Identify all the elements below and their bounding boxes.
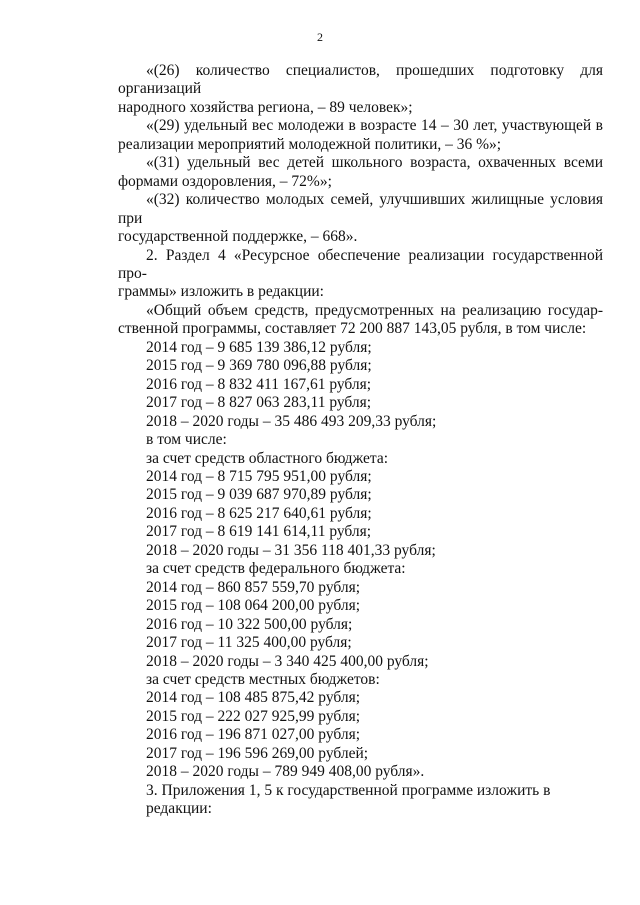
federal-line-2016: 2016 год – 10 322 500,00 рубля; [146, 615, 353, 633]
paragraph-item-32-line2: государственной поддержке, – 668». [118, 228, 358, 246]
local-line-2016: 2016 год – 196 871 027,00 рубля; [146, 726, 361, 744]
paragraph-item-26-line2: народного хозяйства региона, – 89 человек»; [118, 98, 413, 116]
total-line-2014: 2014 год – 9 685 139 386,12 рубля; [146, 338, 372, 356]
local-line-2017: 2017 год – 196 596 269,00 рублей; [146, 744, 369, 762]
paragraph-item-26-line1: «(26) количество специалистов, прошедших подготовку для организаций [118, 62, 603, 98]
paragraph-item-31-line1: «(31) удельный вес детей школьного возраста, охваченных всеми [146, 154, 603, 172]
paragraph-section-2-line2: граммы» изложить в редакции: [118, 283, 324, 301]
total-line-2017: 2017 год – 8 827 063 283,11 рубля; [146, 394, 372, 412]
page-number: 2 [317, 30, 323, 44]
paragraph-item-29-line2: реализации мероприятий молодежной политики, – 36 %»; [118, 135, 502, 153]
paragraph-section-3: 3. Приложения 1, 5 к государственной программе изложить в редакции: [146, 781, 551, 818]
local-line-2018-2020: 2018 – 2020 годы – 789 949 408,00 рубля». [146, 763, 425, 781]
federal-line-2015: 2015 год – 108 064 200,00 рубля; [146, 597, 361, 615]
total-line-2016: 2016 год – 8 832 411 167,61 рубля; [146, 375, 372, 393]
federal-line-2017: 2017 год – 11 325 400,00 рубля; [146, 634, 352, 652]
regional-line-2017: 2017 год – 8 619 141 614,11 рубля; [146, 523, 372, 541]
federal-line-2018-2020: 2018 – 2020 годы – 3 340 425 400,00 рубля; [146, 652, 429, 670]
local-budget-heading: за счет средств местных бюджетов: [146, 670, 380, 688]
total-line-2015: 2015 год – 9 369 780 096,88 рубля; [146, 357, 372, 375]
regional-line-2018-2020: 2018 – 2020 годы – 31 356 118 401,33 рубля; [146, 541, 436, 559]
federal-budget-heading: за счет средств федерального бюджета: [146, 560, 406, 578]
total-including-label: в том числе: [146, 431, 227, 449]
paragraph-item-31-line2: формами оздоровления, – 72%»; [118, 172, 332, 190]
document-body [118, 62, 603, 819]
paragraph-total-funding-line1: «Общий объем средств, предусмотренных на реализацию государ- [146, 301, 603, 319]
paragraph-section-2-line1: 2. Раздел 4 «Ресурсное обеспечение реализации государственной про- [118, 246, 603, 282]
federal-line-2014: 2014 год – 860 857 559,70 рубля; [146, 578, 361, 596]
paragraph-item-29-line1: «(29) удельный вес молодежи в возрасте 14 – 30 лет, участвующей в [146, 117, 603, 135]
regional-budget-heading: за счет средств областного бюджета: [146, 449, 389, 467]
paragraph-item-32-line1: «(32) количество молодых семей, улучшивших жилищные условия при [118, 191, 603, 227]
paragraph-total-funding-line2: ственной программы, составляет 72 200 887 143,05 рубля, в том числе: [118, 320, 587, 338]
regional-line-2014: 2014 год – 8 715 795 951,00 рубля; [146, 467, 372, 485]
local-line-2015: 2015 год – 222 027 925,99 рубля; [146, 707, 361, 725]
regional-line-2016: 2016 год – 8 625 217 640,61 рубля; [146, 504, 372, 522]
local-line-2014: 2014 год – 108 485 875,42 рубля; [146, 689, 361, 707]
regional-line-2015: 2015 год – 9 039 687 970,89 рубля; [146, 486, 372, 504]
total-line-2018-2020: 2018 – 2020 годы – 35 486 493 209,33 рубля; [146, 412, 437, 430]
